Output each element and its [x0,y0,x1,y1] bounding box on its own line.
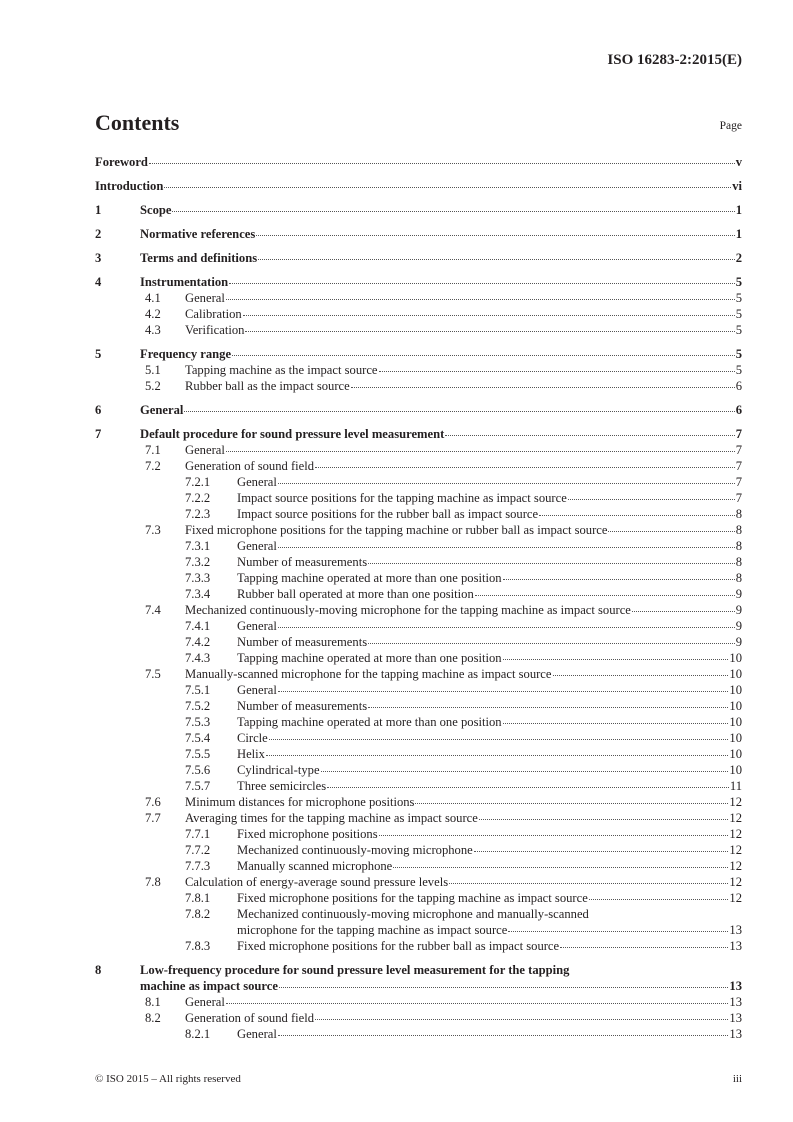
dot-leader [256,235,734,236]
toc-entry-title[interactable]: Tapping machine operated at more than one position [237,651,502,665]
dot-leader [278,483,735,484]
toc-entry-page[interactable]: 2 [735,251,742,265]
dot-leader [269,739,729,740]
dot-leader [368,643,735,644]
dot-leader [503,723,729,724]
toc-entry-title[interactable]: Fixed microphone positions for the tapping machine as impact source [237,891,588,905]
dot-leader [475,595,735,596]
toc-entry-page[interactable]: 10 [729,763,742,777]
toc-entry-number: 7.2.2 [185,491,211,505]
toc-entry[interactable] [95,682,742,698]
dot-leader [266,755,728,756]
toc-entry-number: 7.7.3 [185,859,211,873]
toc-entry[interactable] [95,962,742,978]
dot-leader [568,499,735,500]
toc-entry-number: 8.2 [145,1011,161,1025]
toc-entry-page[interactable]: 12 [729,843,742,857]
toc-entry-page[interactable]: 8 [735,555,742,569]
toc-entry-number: 6 [95,403,102,417]
document-id: ISO 16283-2:2015(E) [607,52,742,68]
toc-entry-page[interactable]: 13 [729,1027,742,1041]
toc-entry-page[interactable]: v [735,155,742,169]
dot-leader [379,835,729,836]
toc-entry-page[interactable]: 12 [729,795,742,809]
toc-entry-page[interactable]: 10 [729,651,742,665]
toc-entry-title[interactable]: Tapping machine operated at more than one position [237,715,502,729]
toc-entry-title[interactable]: Number of measurements [237,699,368,713]
toc-entry-number: 7.7 [145,811,161,825]
toc-entry-page[interactable]: 8 [735,523,742,537]
toc-entry-title[interactable]: Mechanized continuously-moving microphone and manually-scanned [237,907,589,921]
toc-entry-number: 3 [95,251,102,265]
toc-entry-title[interactable]: Mechanized continuously-moving microphone [237,843,473,857]
toc-entry[interactable] [95,490,742,506]
dot-leader [149,163,735,164]
toc-entry-number: 7.2.1 [185,475,211,489]
dot-leader [449,883,728,884]
toc-entry-title[interactable]: Cylindrical-type [237,763,320,777]
toc-entry[interactable] [95,762,742,778]
toc-entry-number: 7.3.3 [185,571,211,585]
toc-entry-page[interactable]: 9 [735,587,742,601]
dot-leader [226,299,735,300]
toc-entry-page[interactable]: 13 [729,1011,742,1025]
toc-entry[interactable] [95,154,742,170]
page-title: Contents [95,110,180,135]
dot-leader [560,947,728,948]
toc-entry-page[interactable]: 13 [729,995,742,1009]
toc-entry-title[interactable]: General [237,1027,277,1041]
toc-entry-title[interactable]: General [185,443,225,457]
toc-entry[interactable] [95,730,742,746]
toc-entry[interactable] [95,442,742,458]
toc-entry-title[interactable]: General [140,403,184,417]
toc-entry-number: 7.5.1 [185,683,211,697]
dot-leader [503,659,729,660]
toc-entry[interactable] [95,474,742,490]
toc-entry-title[interactable]: Introduction [95,179,164,193]
toc-entry-page[interactable]: 13 [729,923,742,937]
toc-entry-title[interactable]: General [185,995,225,1009]
toc-entry[interactable] [95,994,742,1010]
toc-entry-title[interactable]: Foreword [95,155,148,169]
dot-leader [508,931,728,932]
toc-entry[interactable] [95,178,742,194]
toc-entry-number: 7.2.3 [185,507,211,521]
toc-entry-title[interactable]: General [237,683,277,697]
toc-entry-number: 7.5 [145,667,161,681]
page-number: iii [732,1073,742,1085]
dot-leader [503,579,735,580]
toc-entry-number: 7.5.4 [185,731,211,745]
toc-entry[interactable] [95,794,742,810]
toc-entry-title[interactable]: Rubber ball operated at more than one position [237,587,474,601]
toc-entry[interactable] [95,842,742,858]
toc-entry-number: 7.4 [145,603,161,617]
toc-entry-page[interactable]: 5 [735,323,742,337]
dot-leader [539,515,735,516]
dot-leader [245,331,734,332]
toc-entry-title[interactable]: Low-frequency procedure for sound pressure level measurement for the tapping [140,963,570,977]
toc-entry-page[interactable]: 10 [729,731,742,745]
dot-leader [278,547,735,548]
toc-entry-number: 7.5.2 [185,699,211,713]
toc-entry-page[interactable]: 10 [729,747,742,761]
toc-entry[interactable] [95,322,742,338]
toc-entry-title[interactable]: Impact source positions for the rubber ball as impact source [237,507,539,521]
toc-entry-title[interactable]: Manually-scanned microphone for the tapping machine as impact source [185,667,552,681]
toc-entry[interactable] [95,650,742,666]
toc-entry-number: 7.3.4 [185,587,211,601]
toc-entry[interactable] [95,202,742,218]
toc-entry[interactable] [95,746,742,762]
toc-entry-number: 7.4.2 [185,635,211,649]
dot-leader [229,283,735,284]
toc-entry-title[interactable]: Calculation of energy-average sound pressure levels [185,875,449,889]
toc-entry-number: 7.1 [145,443,161,457]
toc-entry-page[interactable]: 9 [735,619,742,633]
toc-entry-number: 7.6 [145,795,161,809]
dot-leader [368,563,735,564]
toc-entry[interactable] [95,362,742,378]
toc-entry-number: 7 [95,427,102,441]
toc-entry-page[interactable]: 12 [729,827,742,841]
toc-entry[interactable] [95,506,742,522]
toc-entry-title[interactable]: Circle [237,731,268,745]
toc-entry-title[interactable]: machine as impact source [140,979,278,993]
toc-entry-page[interactable]: 7 [735,475,742,489]
toc-entry-number: 5 [95,347,102,361]
toc-entry-title[interactable]: Fixed microphone positions for the rubber ball as impact source [237,939,560,953]
dot-leader [226,1003,729,1004]
toc-entry-page[interactable]: 6 [735,379,742,393]
toc-entry-page[interactable]: 7 [735,459,742,473]
dot-leader [479,819,729,820]
dot-leader [474,851,729,852]
toc-entry-title[interactable]: Averaging times for the tapping machine as impact source [185,811,478,825]
dot-leader [553,675,729,676]
toc-entry-number: 4.2 [145,307,161,321]
toc-entry[interactable] [95,906,742,922]
toc-entry-number: 7.3 [145,523,161,537]
toc-entry-page[interactable]: vi [732,179,742,193]
dot-leader [315,467,735,468]
toc-entry-title[interactable]: Number of measurements [237,555,368,569]
toc-entry-number: 7.3.1 [185,539,211,553]
toc-entry-page[interactable]: 5 [735,363,742,377]
toc-entry-title[interactable]: Normative references [140,227,256,241]
toc-entry-number: 7.5.6 [185,763,211,777]
dot-leader [243,315,735,316]
toc-entry[interactable] [95,778,742,794]
toc-entry-number: 7.8 [145,875,161,889]
toc-entry[interactable] [95,250,742,266]
toc-entry-page[interactable]: 12 [729,859,742,873]
toc-entry-title[interactable]: Rubber ball as the impact source [185,379,350,393]
toc-entry-number: 7.5.5 [185,747,211,761]
dot-leader [315,1019,728,1020]
dot-leader [393,867,728,868]
toc-entry[interactable] [95,570,742,586]
toc-entry-page[interactable]: 7 [735,443,742,457]
toc-entry-title[interactable]: General [185,291,225,305]
toc-entry-number: 8.2.1 [185,1027,211,1041]
toc-entry-number: 7.7.1 [185,827,211,841]
toc-entry[interactable] [95,698,742,714]
toc-entry-title[interactable]: General [237,475,277,489]
dot-leader [415,803,728,804]
toc-entry-page[interactable]: 13 [729,939,742,953]
toc-entry-number: 7.8.3 [185,939,211,953]
toc-entry[interactable] [95,890,742,906]
toc-entry-page[interactable]: 9 [735,603,742,617]
toc-entry[interactable] [95,1026,742,1042]
toc-entry[interactable] [95,426,742,442]
toc-entry-number: 7.3.2 [185,555,211,569]
toc-entry-continuation[interactable] [95,978,742,994]
toc-entry-title[interactable]: General [237,539,277,553]
toc-entry[interactable] [95,290,742,306]
toc-entry-page[interactable]: 12 [729,891,742,905]
toc-entry-title[interactable]: Fixed microphone positions for the tapping machine or rubber ball as impact source [185,523,608,537]
toc-entry-title[interactable]: microphone for the tapping machine as impact source [237,923,508,937]
toc-entry-page[interactable]: 5 [735,347,742,361]
toc-entry-title[interactable]: General [237,619,277,633]
dot-leader [278,627,735,628]
toc-entry-page[interactable]: 10 [729,699,742,713]
dot-leader [321,771,729,772]
toc-entry-title[interactable]: Helix [237,747,265,761]
toc-entry[interactable] [95,826,742,842]
dot-leader [232,355,735,356]
toc-entry[interactable] [95,1010,742,1026]
toc-entry-page[interactable]: 7 [735,491,742,505]
toc-entry-number: 4.3 [145,323,161,337]
toc-entry-title[interactable]: Generation of sound field [185,459,315,473]
footer [95,1073,742,1085]
dot-leader [445,435,734,436]
dot-leader [368,707,728,708]
dot-leader [608,531,734,532]
toc-entry-page[interactable]: 7 [735,427,742,441]
dot-leader [258,259,735,260]
dot-leader [327,787,729,788]
toc-entry-number: 8.1 [145,995,161,1009]
toc-entry-title[interactable]: Instrumentation [140,275,229,289]
toc-entry-title[interactable]: Scope [140,203,172,217]
toc-entry-title[interactable]: Generation of sound field [185,1011,315,1025]
toc-entry-number: 5.2 [145,379,161,393]
toc-entry-page[interactable]: 1 [735,203,742,217]
toc-entry-page[interactable]: 5 [735,307,742,321]
toc-entry-title[interactable]: Impact source positions for the tapping machine as impact source [237,491,567,505]
toc-entry-page[interactable]: 8 [735,539,742,553]
toc-entry[interactable] [95,522,742,538]
toc-entry-page[interactable]: 12 [729,875,742,889]
toc-entry-number: 7.8.1 [185,891,211,905]
toc-entry[interactable] [95,874,742,890]
copyright: © ISO 2015 – All rights reserved [95,1073,241,1085]
toc-entry-page[interactable]: 11 [729,779,742,793]
toc-entry-page[interactable]: 9 [735,635,742,649]
toc-entry-number: 7.4.1 [185,619,211,633]
dot-leader [278,691,729,692]
toc-entry[interactable] [95,938,742,954]
toc-entry[interactable] [95,618,742,634]
toc-entry[interactable] [95,538,742,554]
toc-entry-page[interactable]: 1 [735,227,742,241]
toc-entry-number: 7.5.3 [185,715,211,729]
toc-entry[interactable] [95,274,742,290]
toc-entry[interactable] [95,306,742,322]
dot-leader [164,187,731,188]
toc-entry-title[interactable]: Three semicircles [237,779,327,793]
toc-entry-title[interactable]: Terms and definitions [140,251,258,265]
page-column-label: Page [719,120,742,132]
toc-entry-number: 2 [95,227,102,241]
toc-entry-number: 8 [95,963,102,977]
toc-entry-page[interactable]: 13 [729,979,742,993]
toc-entry[interactable] [95,858,742,874]
toc-entry-title[interactable]: Tapping machine operated at more than one position [237,571,502,585]
toc-entry-page[interactable]: 10 [729,715,742,729]
toc-entry[interactable] [95,346,742,362]
table-of-contents [95,154,742,1042]
dot-leader [632,611,735,612]
toc-entry-number: 4.1 [145,291,161,305]
toc-entry[interactable] [95,458,742,474]
toc-entry[interactable] [95,602,742,618]
toc-entry[interactable] [95,810,742,826]
dot-leader [172,211,734,212]
toc-entry-continuation[interactable] [95,922,742,938]
dot-leader [589,899,729,900]
toc-entry[interactable] [95,586,742,602]
toc-entry-title[interactable]: Verification [185,323,245,337]
toc-entry-number: 1 [95,203,102,217]
toc-entry[interactable] [95,226,742,242]
toc-entry-title[interactable]: Mechanized continuously-moving microphone for the tapping machine as impact source [185,603,631,617]
toc-entry-number: 7.7.2 [185,843,211,857]
toc-entry[interactable] [95,666,742,682]
toc-entry[interactable] [95,634,742,650]
toc-entry-page[interactable]: 5 [735,275,742,289]
toc-entry-title[interactable]: Calibration [185,307,242,321]
toc-entry[interactable] [95,402,742,418]
toc-entry-title[interactable]: Tapping machine as the impact source [185,363,378,377]
toc-entry-page[interactable]: 10 [729,667,742,681]
toc-entry-title[interactable]: Default procedure for sound pressure level measurement [140,427,445,441]
toc-entry-number: 7.5.7 [185,779,211,793]
toc-entry-page[interactable]: 8 [735,507,742,521]
toc-entry-number: 5.1 [145,363,161,377]
toc-entry-page[interactable]: 10 [729,683,742,697]
toc-entry-title[interactable]: Number of measurements [237,635,368,649]
toc-entry[interactable] [95,714,742,730]
dot-leader [278,1035,729,1036]
toc-entry-title[interactable]: Frequency range [140,347,232,361]
toc-entry-title[interactable]: Minimum distances for microphone positions [185,795,415,809]
toc-entry-page[interactable]: 5 [735,291,742,305]
toc-entry-page[interactable]: 12 [729,811,742,825]
toc-entry-page[interactable]: 8 [735,571,742,585]
toc-entry-page[interactable]: 6 [735,403,742,417]
toc-entry-number: 4 [95,275,102,289]
toc-entry-title[interactable]: Manually scanned microphone [237,859,393,873]
dot-leader [226,451,735,452]
toc-entry-number: 7.4.3 [185,651,211,665]
dot-leader [279,987,728,988]
dot-leader [379,371,735,372]
toc-entry[interactable] [95,378,742,394]
toc-entry-number: 7.8.2 [185,907,211,921]
toc-entry-number: 7.2 [145,459,161,473]
toc-entry-title[interactable]: Fixed microphone positions [237,827,378,841]
toc-entry[interactable] [95,554,742,570]
dot-leader [184,411,734,412]
dot-leader [351,387,735,388]
